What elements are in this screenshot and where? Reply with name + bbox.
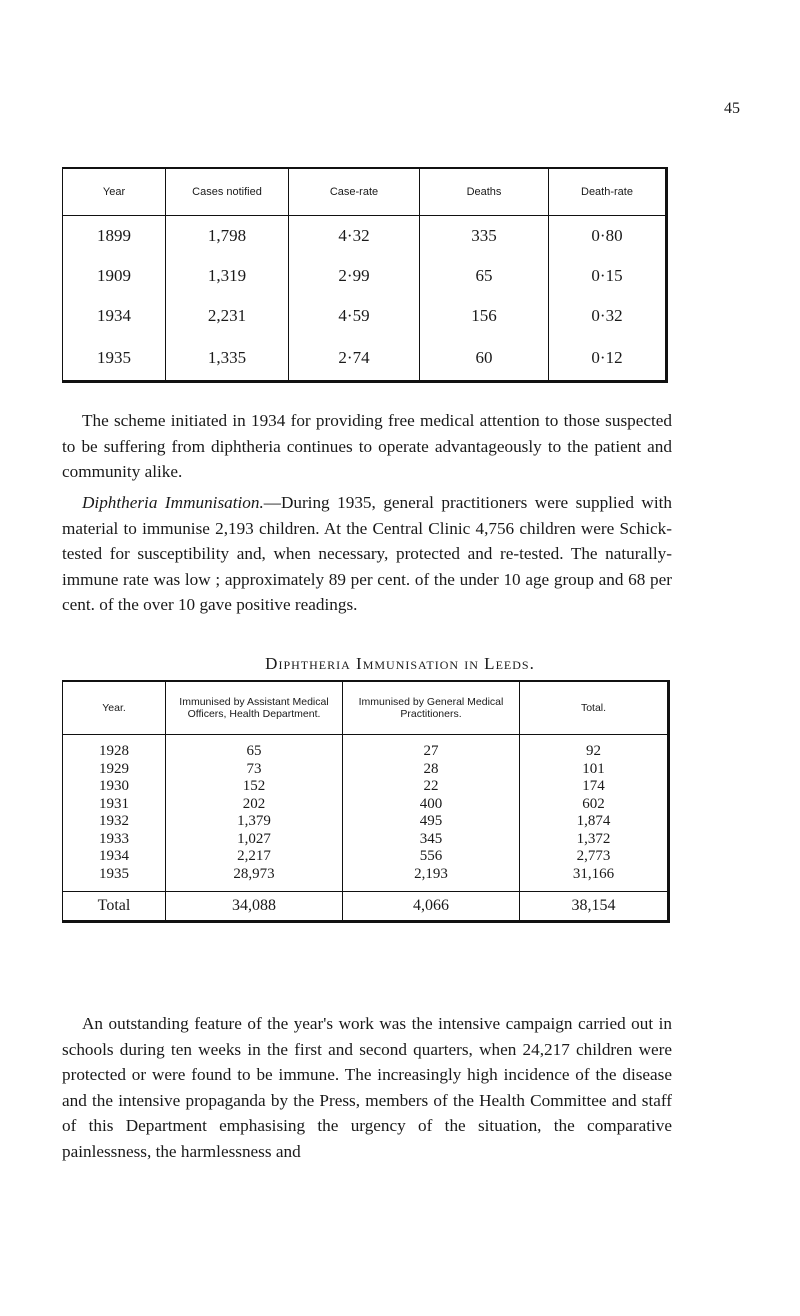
- table-cell: Total: [63, 892, 166, 922]
- table-cell: 1909: [97, 266, 131, 285]
- table-cell: 101: [520, 761, 669, 779]
- table-cell: 65: [420, 256, 549, 296]
- table-cell: 2·74: [289, 336, 420, 382]
- table-cell: 38,154: [520, 892, 669, 922]
- table-cell: 1,874: [520, 813, 669, 831]
- table-row: [63, 866, 669, 892]
- table-cell: 345: [343, 831, 520, 849]
- table-cell: 1,372: [520, 831, 669, 849]
- table-header-row: [63, 168, 667, 216]
- table-cell: 0·15: [549, 256, 667, 296]
- table-cell: 73: [166, 761, 343, 779]
- paragraph-diphtheria-immunisation: [62, 490, 672, 618]
- table-cell: 0·12: [549, 336, 667, 382]
- table-cell: 174: [520, 778, 669, 796]
- table-cell: 4·32: [289, 216, 420, 257]
- immunisation-table: [62, 680, 670, 923]
- paragraph-text: An outstanding feature of the year's work was the intensive campaign carried out in schools during ten weeks in the first and second quarters, when 24,217 children were protected or were found to be immune. The increasingly high incidence of the disease and the intensive propaganda by the Press, members of the Health Committee and staff of this Department emphasising the urgency of the situation, the comparative painlessness, the harmlessness and: [62, 1014, 672, 1161]
- paragraph-schools-campaign: [62, 1011, 672, 1164]
- table-cell: 1929: [99, 760, 129, 777]
- column-header-cases: Cases notified: [166, 168, 289, 216]
- table-cell: 65: [166, 735, 343, 761]
- column-header-year: Year: [63, 168, 166, 216]
- paragraph-heading: Diphtheria Immunisation.: [82, 493, 264, 512]
- column-header-year: Year.: [63, 681, 166, 735]
- table-cell: 1932: [99, 813, 129, 829]
- table-cell: 2·99: [289, 256, 420, 296]
- table-row: [63, 216, 667, 257]
- table-cell: 2,217: [166, 848, 343, 866]
- column-header-case-rate: Case-rate: [289, 168, 420, 216]
- table-cell: 1930: [99, 778, 129, 794]
- table-cell: 2,193: [343, 866, 520, 892]
- table-title: Diphtheria Immunisation in Leeds.: [265, 654, 535, 673]
- table-cell: 0·80: [549, 216, 667, 257]
- table-row: [63, 831, 669, 849]
- table-total-row: [63, 892, 669, 922]
- table-cell: 1931: [99, 795, 129, 812]
- table-cell: 60: [420, 336, 549, 382]
- table-cell: 1,379: [166, 813, 343, 831]
- table-cell: 1934: [99, 848, 129, 864]
- table-cell: 1928: [99, 743, 129, 759]
- table-row: [63, 796, 669, 814]
- table-cell: 22: [343, 778, 520, 796]
- table-cell: 152: [166, 778, 343, 796]
- table-cell: 4,066: [343, 892, 520, 922]
- table-cell: 1,798: [166, 216, 289, 257]
- table-cell: 1934: [97, 306, 131, 325]
- table-row: [63, 813, 669, 831]
- table-row: [63, 256, 667, 296]
- table-cell: 0·32: [549, 296, 667, 336]
- table-cell: 1,027: [166, 831, 343, 849]
- table-header-row: [63, 681, 669, 735]
- column-header-death-rate: Death-rate: [549, 168, 667, 216]
- table-cell: 156: [420, 296, 549, 336]
- table-row: [63, 735, 669, 761]
- page-number: 45: [724, 100, 740, 117]
- table-cell: 2,773: [520, 848, 669, 866]
- column-header-medical-officers: Immunised by Assistant Medical Officers, Health Department.: [166, 681, 343, 735]
- paragraph-body: —During 1935, general practitioners were supplied with material to immunise 2,193 children. At the Central Clinic 4,756 children were Schick-tested for susceptibility and, when necessary, protected and re-tested. The naturally-immune rate was low ; approximately 89 per cent. of the under 10 age group and 68 per cent. of the over 10 gave positive readings.: [62, 493, 672, 614]
- table-cell: 92: [520, 735, 669, 761]
- table-cell: 27: [343, 735, 520, 761]
- table-cell: 28,973: [166, 866, 343, 892]
- table-row: [63, 761, 669, 779]
- table-row: [63, 336, 667, 382]
- table-cell: 1899: [97, 226, 131, 245]
- table-cell: 602: [520, 796, 669, 814]
- table-cell: 400: [343, 796, 520, 814]
- table-row: [63, 296, 667, 336]
- table-cell: 1,335: [166, 336, 289, 382]
- table-cell: 495: [343, 813, 520, 831]
- table-cell: 34,088: [166, 892, 343, 922]
- paragraph-text: The scheme initiated in 1934 for providing free medical attention to those suspected to be suffering from diphtheria continues to operate advantageously to the patient and community alike.: [62, 411, 672, 481]
- table-cell: 556: [343, 848, 520, 866]
- table-cell: 1933: [99, 830, 129, 847]
- table-cell: 335: [420, 216, 549, 257]
- table-cell: 4·59: [289, 296, 420, 336]
- table-row: [63, 778, 669, 796]
- table-cell: 1935: [97, 348, 131, 367]
- table-cell: 202: [166, 796, 343, 814]
- paragraph-free-medical-attention: [62, 408, 672, 485]
- paragraph-text: [62, 490, 672, 618]
- table-row: [63, 848, 669, 866]
- column-header-deaths: Deaths: [420, 168, 549, 216]
- diphtheria-statistics-table: [62, 167, 668, 383]
- table-cell: 1,319: [166, 256, 289, 296]
- column-header-general-practitioners: Immunised by General Medical Practitioners.: [343, 681, 520, 735]
- table-cell: 31,166: [520, 866, 669, 892]
- column-header-total: Total.: [520, 681, 669, 735]
- table-cell: 28: [343, 761, 520, 779]
- table-cell: 2,231: [166, 296, 289, 336]
- table-cell: 1935: [99, 865, 129, 882]
